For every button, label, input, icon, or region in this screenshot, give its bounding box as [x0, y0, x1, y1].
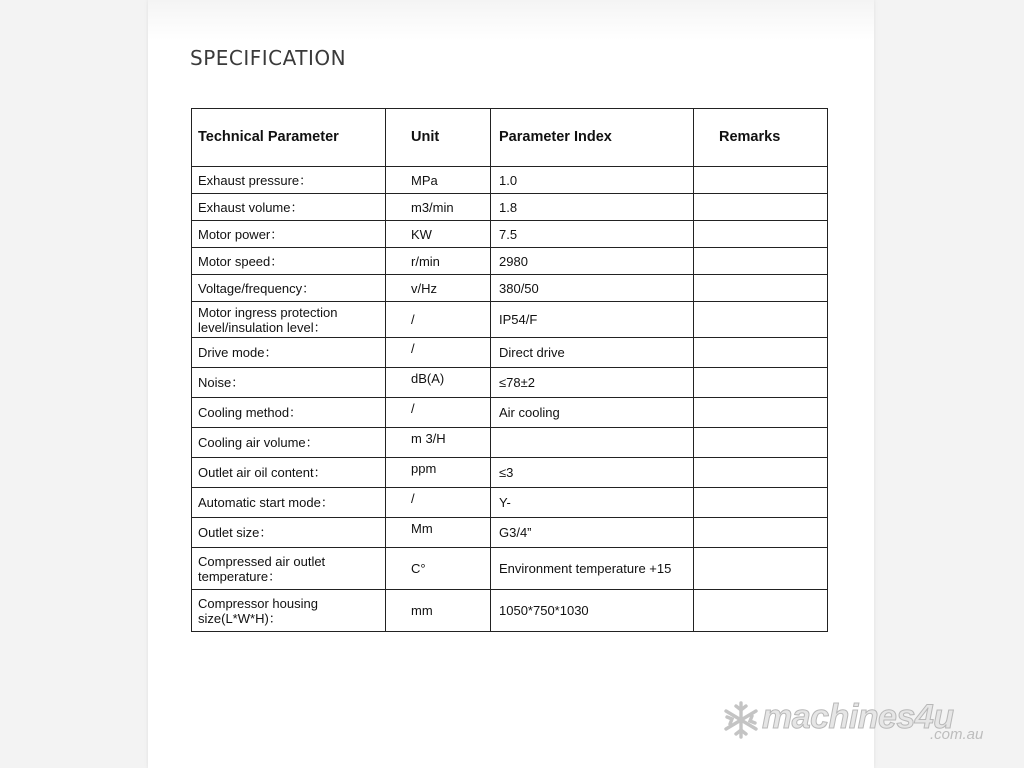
cell-unit: r/min — [386, 248, 491, 275]
cell-index — [491, 428, 694, 458]
cell-parameter: Cooling air volume： — [192, 428, 386, 458]
cell-parameter: Drive mode： — [192, 338, 386, 368]
cell-index: ≤3 — [491, 458, 694, 488]
watermark-brand: machines4u — [762, 698, 954, 736]
table-row — [192, 194, 828, 221]
cell-unit: C° — [386, 548, 491, 590]
cell-parameter: Compressed air outlet temperature： — [192, 548, 386, 590]
cell-index: 380/50 — [491, 275, 694, 302]
cell-parameter: Outlet size： — [192, 518, 386, 548]
header-parameter-index: Parameter Index — [491, 109, 694, 167]
table-row — [192, 275, 828, 302]
cell-remarks — [694, 248, 828, 275]
table-row — [192, 488, 828, 518]
document-page — [148, 0, 874, 768]
page-title: SPECIFICATION — [190, 46, 347, 70]
cell-parameter: Voltage/frequency： — [192, 275, 386, 302]
cell-unit: / — [386, 338, 491, 368]
table-row — [192, 590, 828, 632]
cell-parameter: Outlet air oil content： — [192, 458, 386, 488]
cell-parameter: Motor power： — [192, 221, 386, 248]
cell-index: Environment temperature +15 — [491, 548, 694, 590]
table-row — [192, 368, 828, 398]
cell-remarks — [694, 194, 828, 221]
cell-remarks — [694, 221, 828, 248]
cell-index: Direct drive — [491, 338, 694, 368]
cell-parameter: Exhaust pressure： — [192, 167, 386, 194]
cell-parameter: Cooling method： — [192, 398, 386, 428]
cell-index: IP54/F — [491, 302, 694, 338]
cell-index: Y- — [491, 488, 694, 518]
snowflake-logo-icon — [722, 700, 760, 740]
table-row — [192, 302, 828, 338]
cell-unit: / — [386, 398, 491, 428]
cell-unit: KW — [386, 221, 491, 248]
cell-parameter: Automatic start mode： — [192, 488, 386, 518]
header-technical-parameter: Technical Parameter — [192, 109, 386, 167]
cell-unit: Mm — [386, 518, 491, 548]
cell-parameter: Noise： — [192, 368, 386, 398]
table-row — [192, 248, 828, 275]
watermark-domain: .com.au — [930, 726, 984, 743]
cell-index: 2980 — [491, 248, 694, 275]
header-remarks: Remarks — [694, 109, 828, 167]
cell-remarks — [694, 398, 828, 428]
cell-parameter: Motor speed： — [192, 248, 386, 275]
cell-remarks — [694, 488, 828, 518]
cell-index: 1.0 — [491, 167, 694, 194]
table-row — [192, 548, 828, 590]
cell-unit: MPa — [386, 167, 491, 194]
header-unit: Unit — [386, 109, 491, 167]
cell-unit: dB(A) — [386, 368, 491, 398]
cell-remarks — [694, 548, 828, 590]
table-row — [192, 338, 828, 368]
cell-remarks — [694, 368, 828, 398]
cell-index: Air cooling — [491, 398, 694, 428]
table-row — [192, 167, 828, 194]
cell-remarks — [694, 428, 828, 458]
table-row — [192, 428, 828, 458]
table-row — [192, 398, 828, 428]
cell-index: 1050*750*1030 — [491, 590, 694, 632]
table-row — [192, 458, 828, 488]
cell-index: 7.5 — [491, 221, 694, 248]
cell-unit: ppm — [386, 458, 491, 488]
table-row — [192, 518, 828, 548]
cell-index: 1.8 — [491, 194, 694, 221]
cell-remarks — [694, 518, 828, 548]
cell-unit: m 3/H — [386, 428, 491, 458]
cell-unit: v/Hz — [386, 275, 491, 302]
machines4u-watermark — [722, 700, 992, 742]
cell-remarks — [694, 167, 828, 194]
cell-remarks — [694, 590, 828, 632]
page-top-band — [148, 0, 874, 40]
cell-remarks — [694, 275, 828, 302]
cell-remarks — [694, 302, 828, 338]
cell-parameter: Compressor housing size(L*W*H)： — [192, 590, 386, 632]
cell-unit: / — [386, 302, 491, 338]
cell-parameter: Exhaust volume： — [192, 194, 386, 221]
cell-index: ≤78±2 — [491, 368, 694, 398]
cell-remarks — [694, 338, 828, 368]
cell-unit: mm — [386, 590, 491, 632]
cell-remarks — [694, 458, 828, 488]
cell-unit: / — [386, 488, 491, 518]
table-row — [192, 221, 828, 248]
cell-index: G3/4” — [491, 518, 694, 548]
cell-parameter: Motor ingress protection level/insulation level： — [192, 302, 386, 338]
table-header-row — [192, 109, 828, 167]
cell-unit: m3/min — [386, 194, 491, 221]
spec-table — [191, 108, 828, 632]
